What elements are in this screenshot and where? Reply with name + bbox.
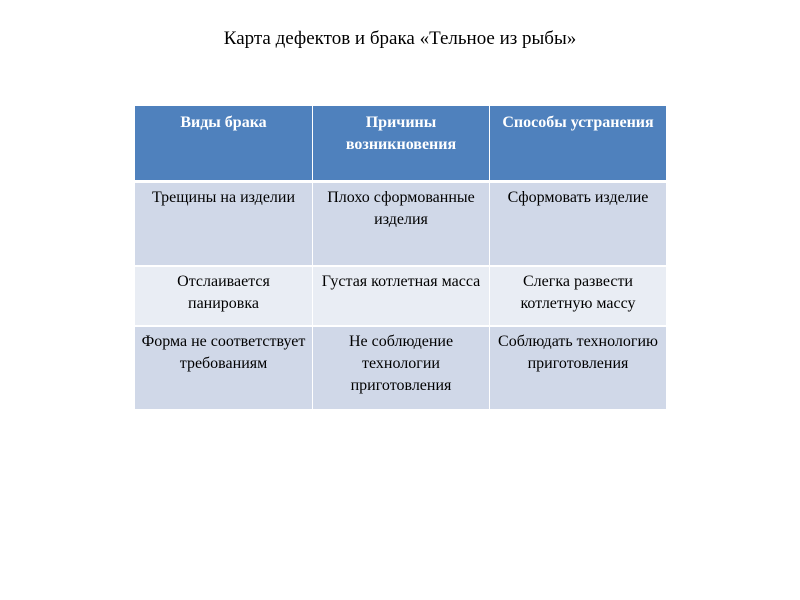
- cell-remedy: Соблюдать технологию приготовления: [490, 326, 667, 410]
- table-row: [135, 182, 667, 267]
- table-header-row: [135, 106, 667, 182]
- cell-cause: Густая котлетная масса: [313, 266, 490, 326]
- cell-cause: Плохо сформованные изделия: [313, 182, 490, 267]
- header-causes: Причины возникновения: [313, 106, 490, 182]
- slide-title: Карта дефектов и брака «Тельное из рыбы»: [223, 28, 577, 49]
- table-row: [135, 266, 667, 326]
- cell-remedy: Сформовать изделие: [490, 182, 667, 267]
- cell-cause: Не соблюдение технологии приготовления: [313, 326, 490, 410]
- cell-defect-type: Форма не соответствует требованиям: [135, 326, 313, 410]
- cell-defect-type: Трещины на изделии: [135, 182, 313, 267]
- table-row: [135, 326, 667, 410]
- cell-remedy: Слегка развести котлетную массу: [490, 266, 667, 326]
- cell-defect-type: Отслаивается панировка: [135, 266, 313, 326]
- defects-table: [134, 106, 667, 411]
- header-remedies: Способы устранения: [490, 106, 667, 182]
- header-defect-types: Виды брака: [135, 106, 313, 182]
